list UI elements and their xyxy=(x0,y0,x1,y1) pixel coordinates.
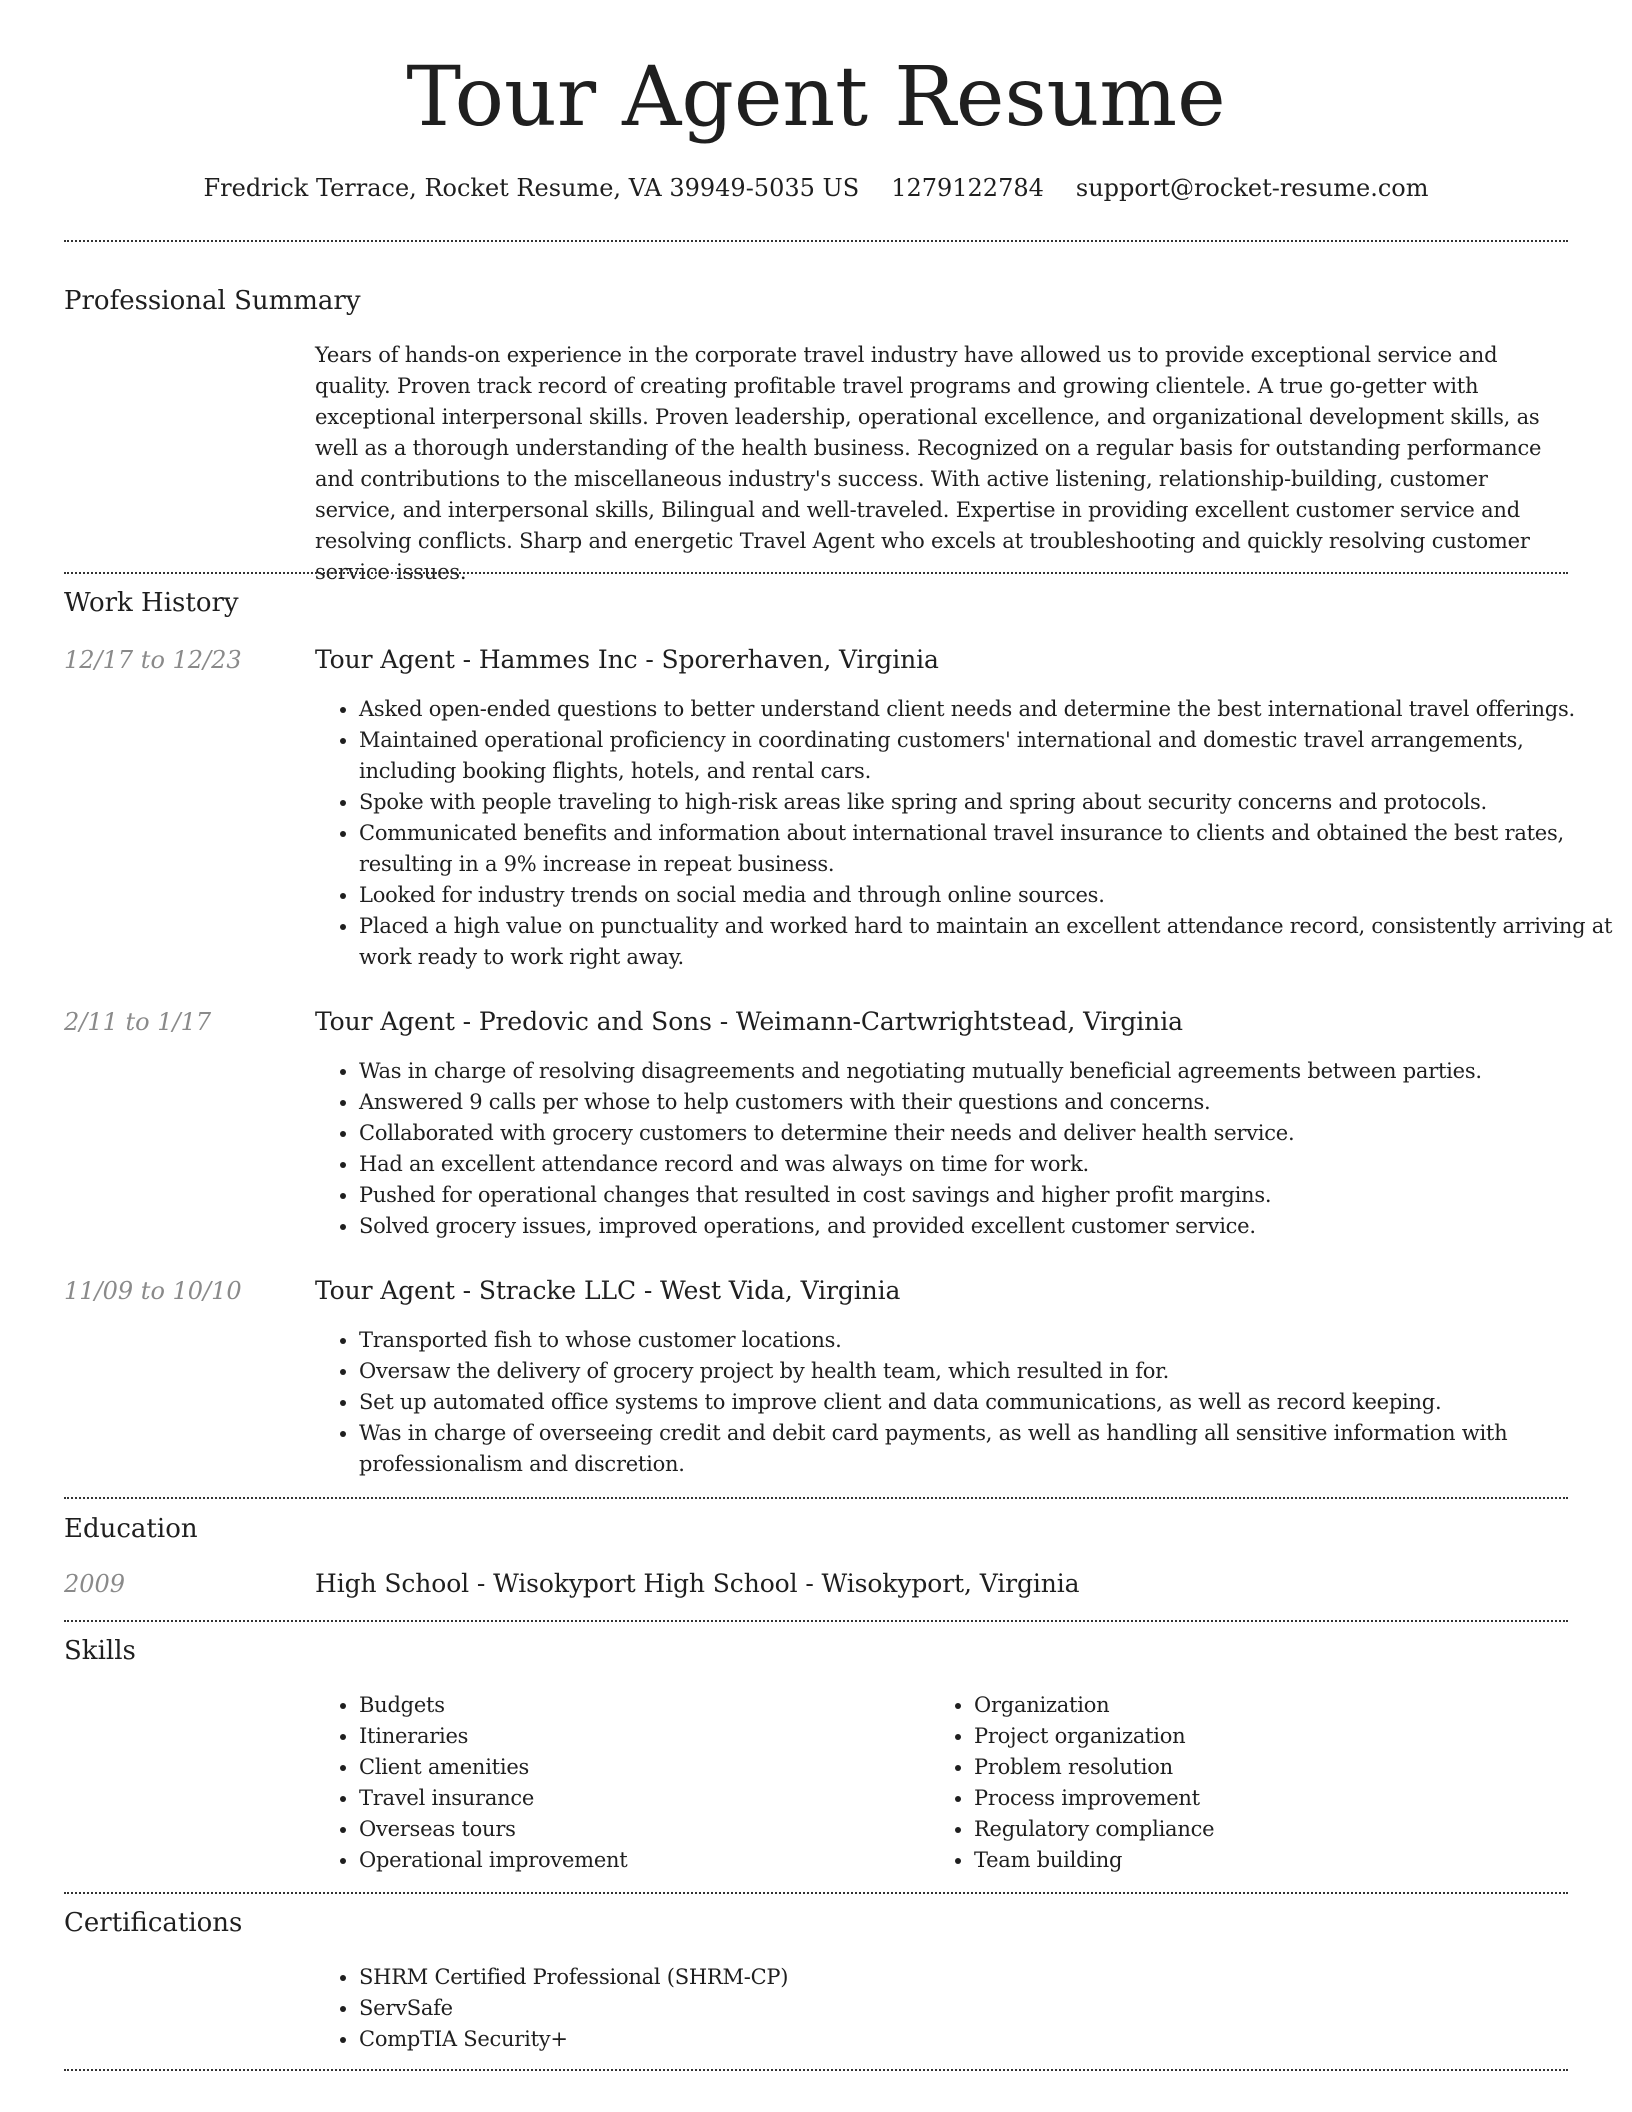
education-year: 2009 xyxy=(64,1570,126,1598)
list-item: • Placed a high value on punctuality and worked hard to maintain an excellent attendance record, consistently arriving at work ready to work right away. xyxy=(359,911,1619,973)
list-item: • Oversaw the delivery of grocery project by health team, which resulted in for. xyxy=(359,1356,1619,1387)
certifications-heading: Certifications xyxy=(64,1908,243,1938)
list-item: • Answered 9 calls per whose to help customers with their questions and concerns. xyxy=(359,1087,1619,1118)
list-item: • Budgets xyxy=(359,1690,919,1721)
list-item: • Process improvement xyxy=(974,1783,1534,1814)
list-item: • Asked open-ended questions to better understand client needs and determine the best international travel offerings. xyxy=(359,694,1619,725)
resume-title: Tour Agent Resume xyxy=(406,50,1226,145)
contact-line xyxy=(0,172,1632,204)
list-item: • Spoke with people traveling to high-risk areas like spring and spring about security concerns and protocols. xyxy=(359,787,1619,818)
list-item: • Transported fish to whose customer locations. xyxy=(359,1325,1619,1356)
job-title: Tour Agent - Predovic and Sons - Weimann-Cartwrightstead, Virginia xyxy=(315,1007,1183,1036)
list-item: • Communicated benefits and information about international travel insurance to clients and obtained the best rates, resulting in a 9% increase in repeat business. xyxy=(359,818,1619,880)
list-item: • Problem resolution xyxy=(974,1752,1534,1783)
list-item: • Solved grocery issues, improved operations, and provided excellent customer service. xyxy=(359,1211,1619,1242)
list-item: • Itineraries xyxy=(359,1721,919,1752)
summary-text: Years of hands-on experience in the corporate travel industry have allowed us to provide exceptional service and quality. Proven track record of creating profitable travel programs and growing clientele. A true go-getter with exceptional interpersonal skills. Proven leadership, operational excellence, and organizational development skills, as well as a thorough understanding of the health business. Recognized on a regular basis for outstanding performance and contributions to the miscellaneous industry's success. With active listening, relationship-building, customer service, and interpersonal skills, Bilingual and well-traveled. Expertise in providing excellent customer service and resolving conflicts. Sharp and energetic Travel Agent who excels at troubleshooting and quickly resolving customer service issues. xyxy=(315,343,1542,584)
list-item: • CompTIA Security+ xyxy=(359,2024,1619,2055)
job-bullets xyxy=(315,1325,1619,1480)
skills-list-left xyxy=(315,1690,919,1876)
education-heading: Education xyxy=(64,1514,198,1544)
list-item: • Collaborated with grocery customers to determine their needs and deliver health service. xyxy=(359,1118,1619,1149)
education-entry: High School - Wisokyport High School - Wisokyport, Virginia xyxy=(315,1569,1080,1598)
list-item: • Client amenities xyxy=(359,1752,919,1783)
contact-email: support@rocket-resume.com xyxy=(1075,174,1429,202)
job-bullets xyxy=(315,694,1619,973)
divider xyxy=(64,572,1568,574)
job-dates: 11/09 to 10/10 xyxy=(64,1277,242,1305)
list-item: • Regulatory compliance xyxy=(974,1814,1534,1845)
work-history-heading: Work History xyxy=(64,588,239,618)
list-item: • Looked for industry trends on social media and through online sources. xyxy=(359,880,1619,911)
summary-heading: Professional Summary xyxy=(64,286,361,316)
skills-heading: Skills xyxy=(64,1636,136,1666)
contact-phone: 1279122784 xyxy=(891,174,1044,202)
list-item: • ServSafe xyxy=(359,1993,1619,2024)
certifications-list xyxy=(315,1962,1619,2055)
list-item: • Organization xyxy=(974,1690,1534,1721)
job-dates: 12/17 to 12/23 xyxy=(64,646,242,674)
skills-list-right xyxy=(930,1690,1534,1876)
list-item: • Operational improvement xyxy=(359,1845,919,1876)
divider xyxy=(64,1892,1568,1894)
divider xyxy=(64,2069,1568,2071)
contact-address: Fredrick Terrace, Rocket Resume, VA 39949-5035 US xyxy=(203,174,860,202)
list-item: • Team building xyxy=(974,1845,1534,1876)
job-title: Tour Agent - Hammes Inc - Sporerhaven, Virginia xyxy=(315,645,939,674)
divider xyxy=(64,240,1568,242)
divider xyxy=(64,1497,1568,1499)
job-title: Tour Agent - Stracke LLC - West Vida, Virginia xyxy=(315,1276,901,1305)
list-item: • Set up automated office systems to improve client and data communications, as well as record keeping. xyxy=(359,1387,1619,1418)
job-bullets xyxy=(315,1056,1619,1242)
job-dates: 2/11 to 1/17 xyxy=(64,1008,212,1036)
list-item: • Was in charge of overseeing credit and debit card payments, as well as handling all sensitive information with professionalism and discretion. xyxy=(359,1418,1619,1480)
list-item: • SHRM Certified Professional (SHRM-CP) xyxy=(359,1962,1619,1993)
list-item: • Pushed for operational changes that resulted in cost savings and higher profit margins. xyxy=(359,1180,1619,1211)
divider xyxy=(64,1620,1568,1622)
list-item: • Had an excellent attendance record and was always on time for work. xyxy=(359,1149,1619,1180)
list-item: • Project organization xyxy=(974,1721,1534,1752)
list-item: • Maintained operational proficiency in coordinating customers' international and domestic travel arrangements, including booking flights, hotels, and rental cars. xyxy=(359,725,1619,787)
list-item: • Overseas tours xyxy=(359,1814,919,1845)
list-item: • Was in charge of resolving disagreements and negotiating mutually beneficial agreements between parties. xyxy=(359,1056,1619,1087)
list-item: • Travel insurance xyxy=(359,1783,919,1814)
